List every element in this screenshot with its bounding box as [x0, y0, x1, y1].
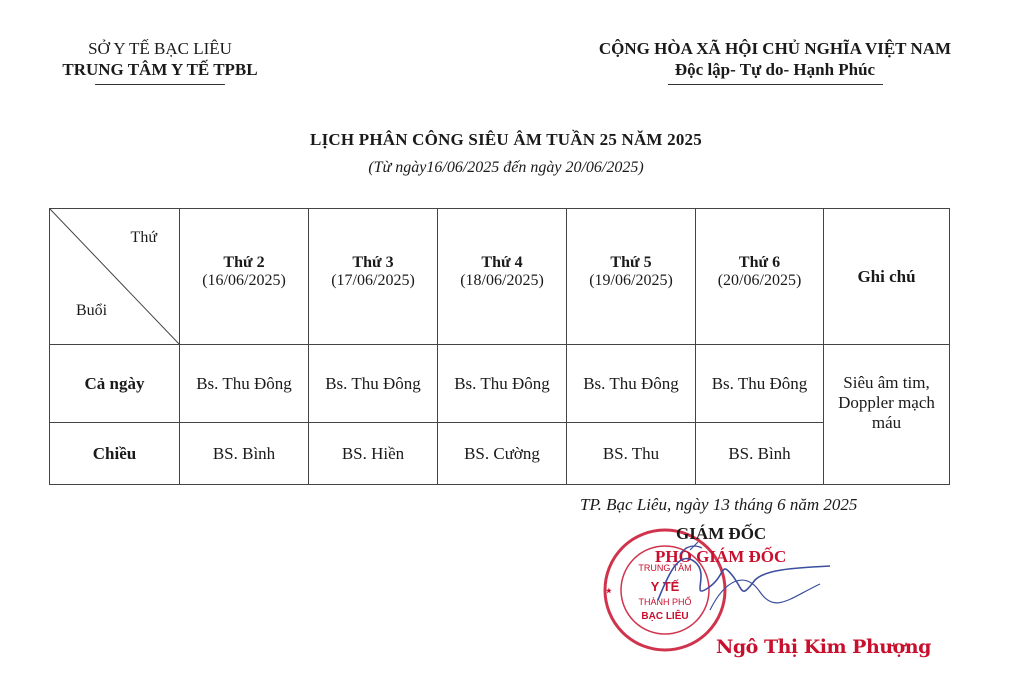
day-date: (16/06/2025) — [202, 271, 286, 289]
day-header-cell — [567, 209, 696, 345]
diagonal-divider — [50, 209, 180, 345]
corner-header-cell — [50, 209, 180, 345]
signatory-title: GIÁM ĐỐC — [676, 524, 767, 543]
issuer-center: TRUNG TÂM Y TẾ TPBL — [62, 60, 258, 79]
note-text: Siêu âm tim, Doppler mạch máu — [838, 372, 935, 432]
day-header-cell — [438, 209, 567, 345]
note-cell — [824, 345, 950, 485]
day-date: (18/06/2025) — [460, 271, 544, 289]
table-cell: Bs. Thu Đông — [438, 345, 567, 423]
motto-underline — [668, 84, 883, 85]
day-header-cell — [309, 209, 438, 345]
table-row-afternoon — [50, 423, 950, 485]
national-name: CỘNG HÒA XÃ HỘI CHỦ NGHĨA VIỆT NAM — [598, 39, 952, 58]
document-title: LỊCH PHÂN CÔNG SIÊU ÂM TUẦN 25 NĂM 2025 — [310, 130, 702, 149]
signer-name: Ngô Thị Kim Phượng — [716, 636, 931, 658]
day-name: Thứ 2 — [223, 253, 265, 271]
day-header-cell — [180, 209, 309, 345]
note-header-cell: Ghi chú — [824, 209, 950, 345]
table-cell: Bs. Thu Đông — [309, 345, 438, 423]
day-name: Thứ 5 — [610, 253, 652, 271]
day-date: (17/06/2025) — [331, 271, 415, 289]
table-header-row — [50, 209, 950, 345]
day-name: Thứ 3 — [352, 253, 394, 271]
national-motto-block — [560, 38, 990, 85]
issuer-block — [40, 38, 280, 85]
handwritten-signature — [650, 540, 850, 620]
table-row-full-day — [50, 345, 950, 423]
seal-line: BẠC LIÊU — [641, 611, 689, 622]
national-motto: Độc lập- Tự do- Hạnh Phúc — [674, 60, 876, 79]
document-subtitle: (Từ ngày16/06/2025 đến ngày 20/06/2025) — [368, 159, 644, 176]
day-date: (20/06/2025) — [717, 271, 802, 289]
issuer-department: SỞ Y TẾ BẠC LIÊU — [88, 39, 232, 58]
row-label: Cả ngày — [50, 345, 180, 423]
day-name: Thứ 4 — [481, 253, 523, 271]
row-label: Chiều — [50, 423, 180, 485]
day-header-cell — [696, 209, 824, 345]
table-cell: Bs. Thu Đông — [696, 345, 824, 423]
table-cell: Bs. Thu Đông — [567, 345, 696, 423]
table-cell: BS. Cường — [438, 423, 567, 485]
day-name: Thứ 6 — [738, 253, 781, 271]
seal-line: TRUNG TÂM — [638, 563, 692, 573]
deputy-title: PHÓ GIÁM ĐỐC — [655, 547, 787, 566]
table-cell: BS. Bình — [180, 423, 309, 485]
table-cell: Bs. Thu Đông — [180, 345, 309, 423]
corner-label-day: Thứ — [130, 229, 157, 246]
seal-line: Y TẾ — [650, 579, 680, 594]
schedule-table — [49, 208, 950, 485]
seal-line: THÀNH PHỐ — [638, 597, 692, 607]
corner-label-session: Buổi — [76, 302, 108, 319]
place-date: TP. Bạc Liêu, ngày 13 tháng 6 năm 2025 — [580, 495, 858, 514]
day-date: (19/06/2025) — [589, 271, 673, 289]
issuer-underline — [95, 84, 225, 85]
table-cell: BS. Hiền — [309, 423, 438, 485]
table-cell: BS. Thu — [567, 423, 696, 485]
svg-text:★: ★ — [603, 585, 615, 596]
table-cell: BS. Bình — [696, 423, 824, 485]
